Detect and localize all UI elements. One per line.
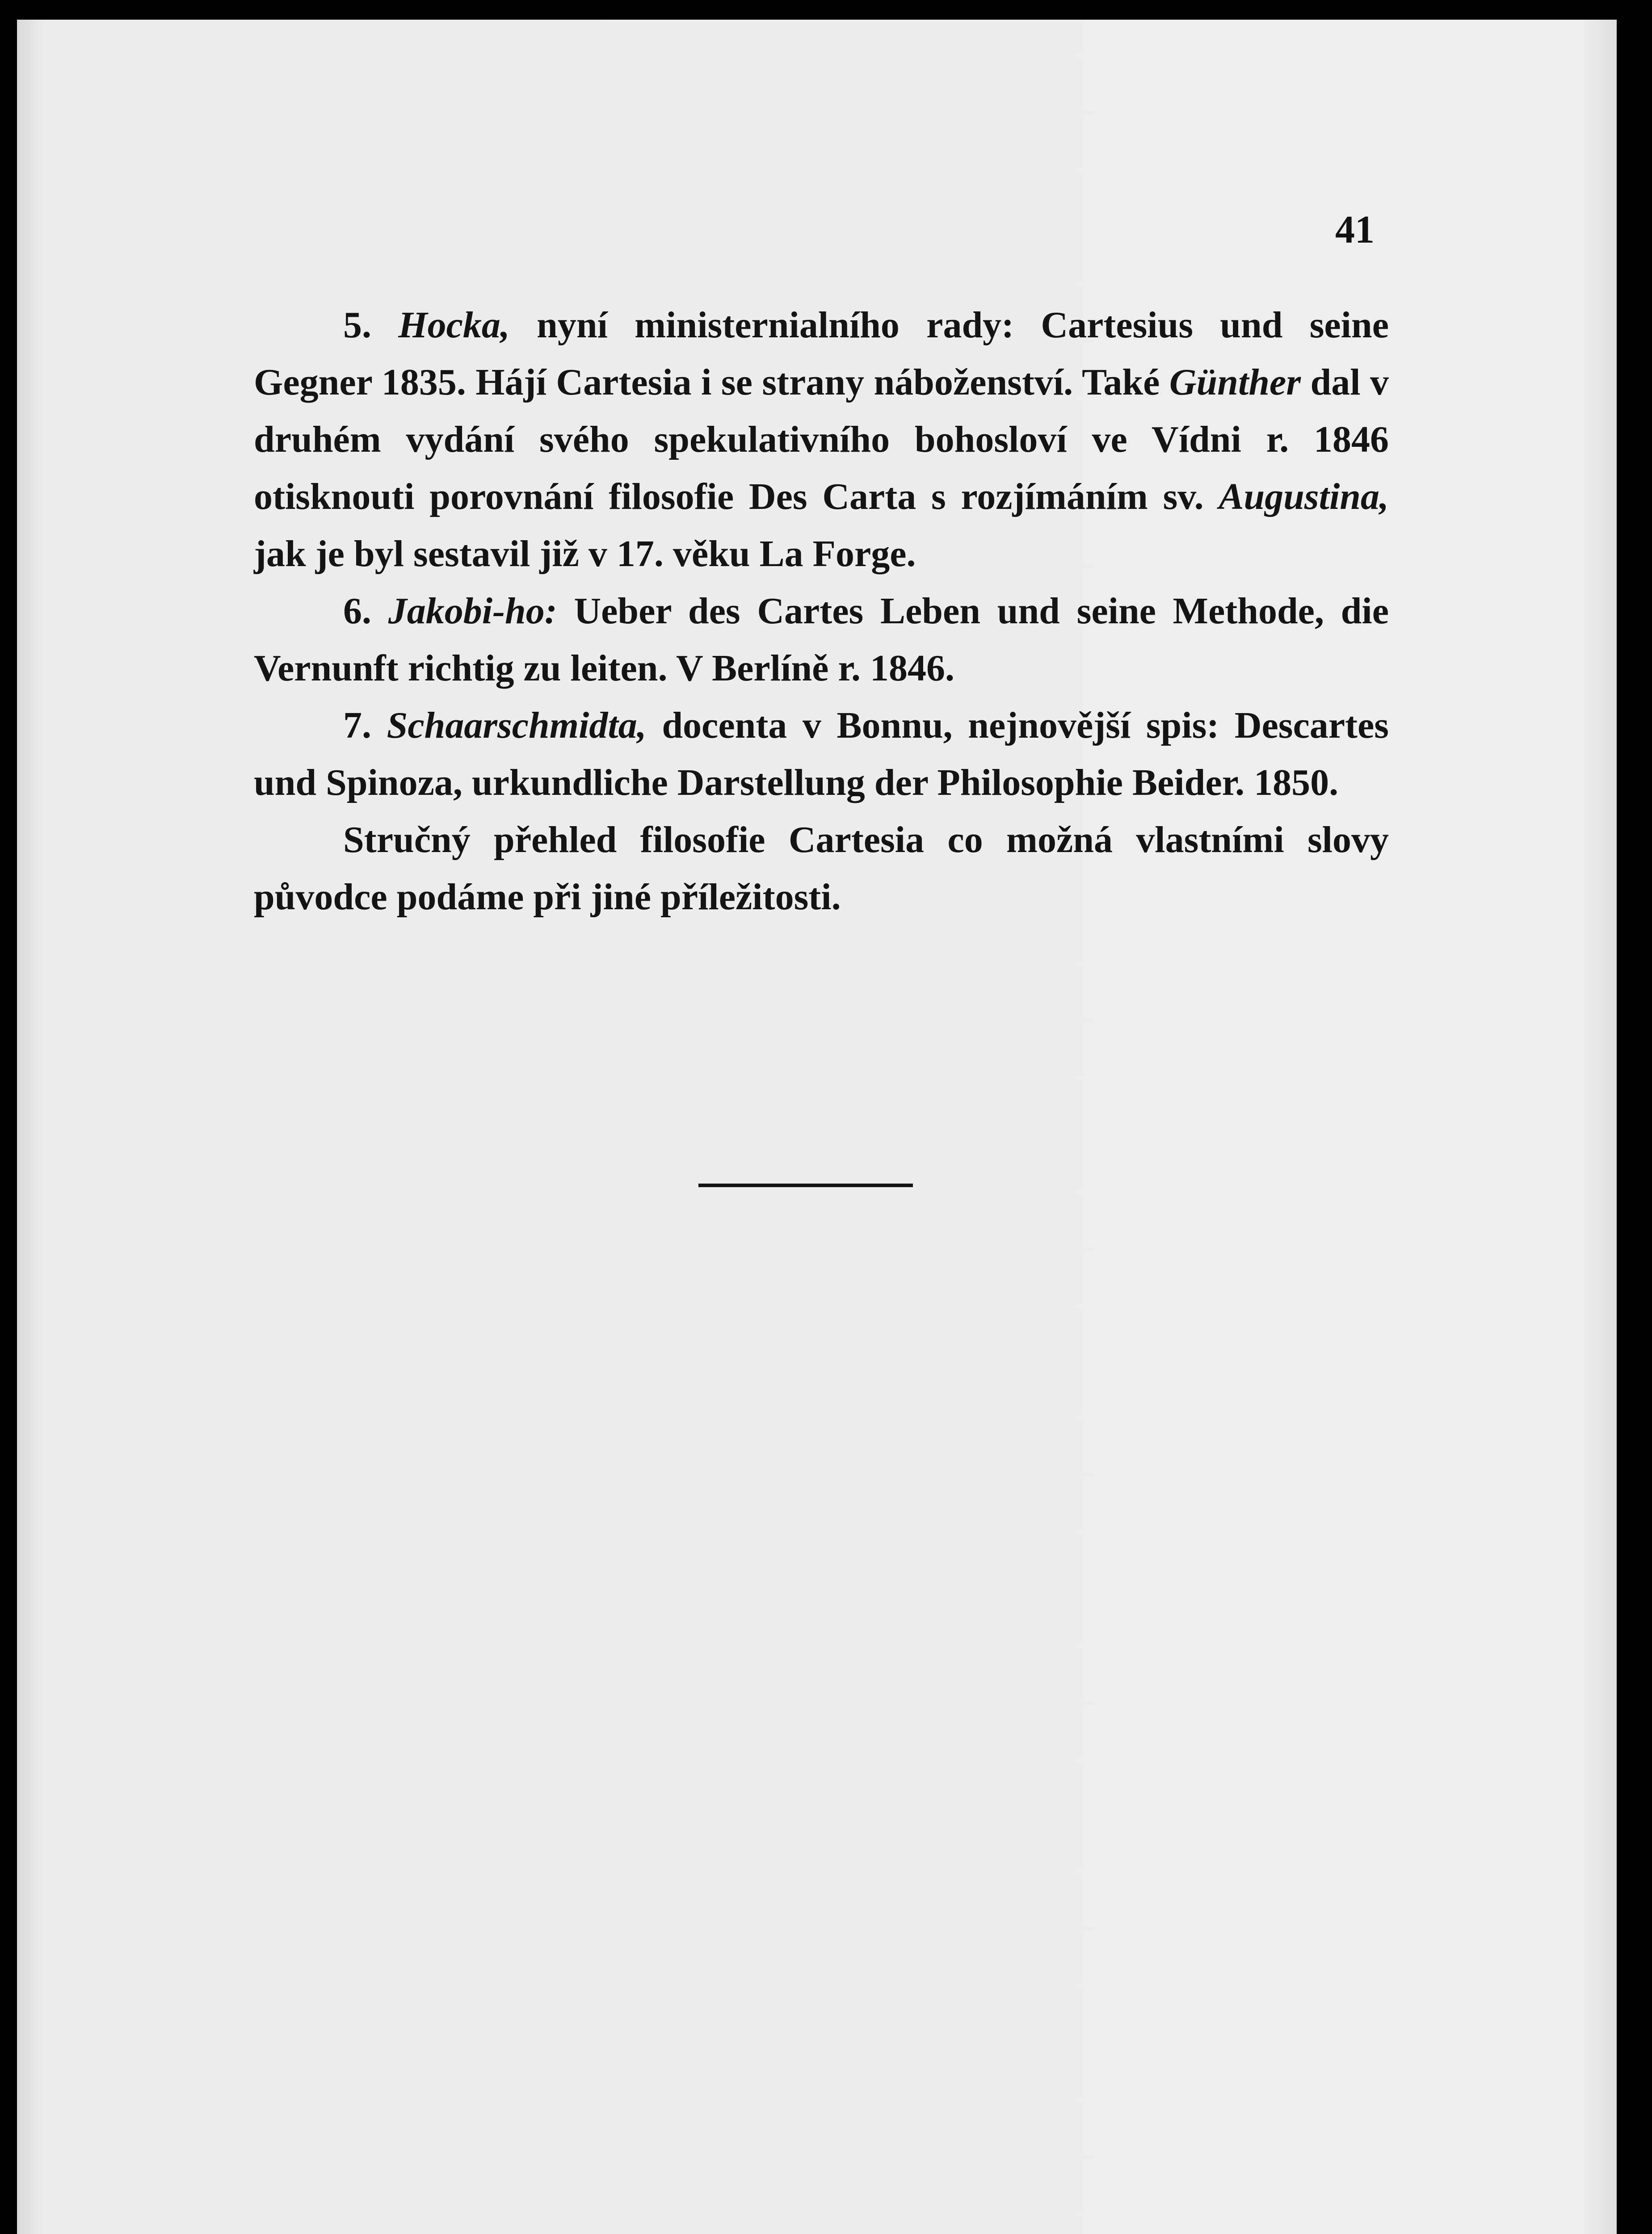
segment-italic: Augustina,: [1219, 476, 1389, 517]
segment-italic: Jakobi-ho:: [388, 590, 557, 632]
section-divider: [698, 1184, 913, 1187]
paragraph-5: [254, 297, 1389, 583]
book-page: [17, 20, 1617, 2234]
paragraph-7: [254, 697, 1389, 811]
paragraph-6: [254, 583, 1389, 697]
segment: Stručný přehled filosofie Cartesia co možná vlastními slovy původce podáme při jiné příležitosti.: [254, 819, 1389, 918]
segment: jak je byl sestavil již v 17. věku La Forge.: [254, 533, 916, 575]
segment: 7.: [343, 705, 387, 746]
segment-italic: Hocka,: [398, 304, 510, 346]
segment: 5.: [343, 304, 399, 346]
paragraph-summary: [254, 811, 1389, 926]
segment: 6.: [343, 590, 388, 632]
segment: docenta v Bonnu, nejnovější spis: Descartes und Spinoza, urkundliche Darstellung der Philosophie Beider. 1850.: [254, 705, 1389, 803]
segment: nyní ministernialního rady: Cartesius und seine Gegner 1835. Hájí Cartesia i se strany náboženství. Také: [254, 304, 1389, 403]
segment-italic: Günther: [1169, 361, 1301, 403]
segment-italic: Schaarschmidta,: [387, 705, 647, 746]
page-number: 41: [1335, 208, 1375, 252]
segment: dal v druhém vydání svého spekulativního bohosloví ve Vídni r. 1846 otisknouti porovnání filosofie Des Carta s rozjímáním sv.: [254, 361, 1389, 517]
text-block: [254, 297, 1389, 926]
segment: Ueber des Cartes Leben und seine Methode, die Vernunft richtig zu leiten. V Berlíně r. 1846.: [254, 590, 1389, 689]
